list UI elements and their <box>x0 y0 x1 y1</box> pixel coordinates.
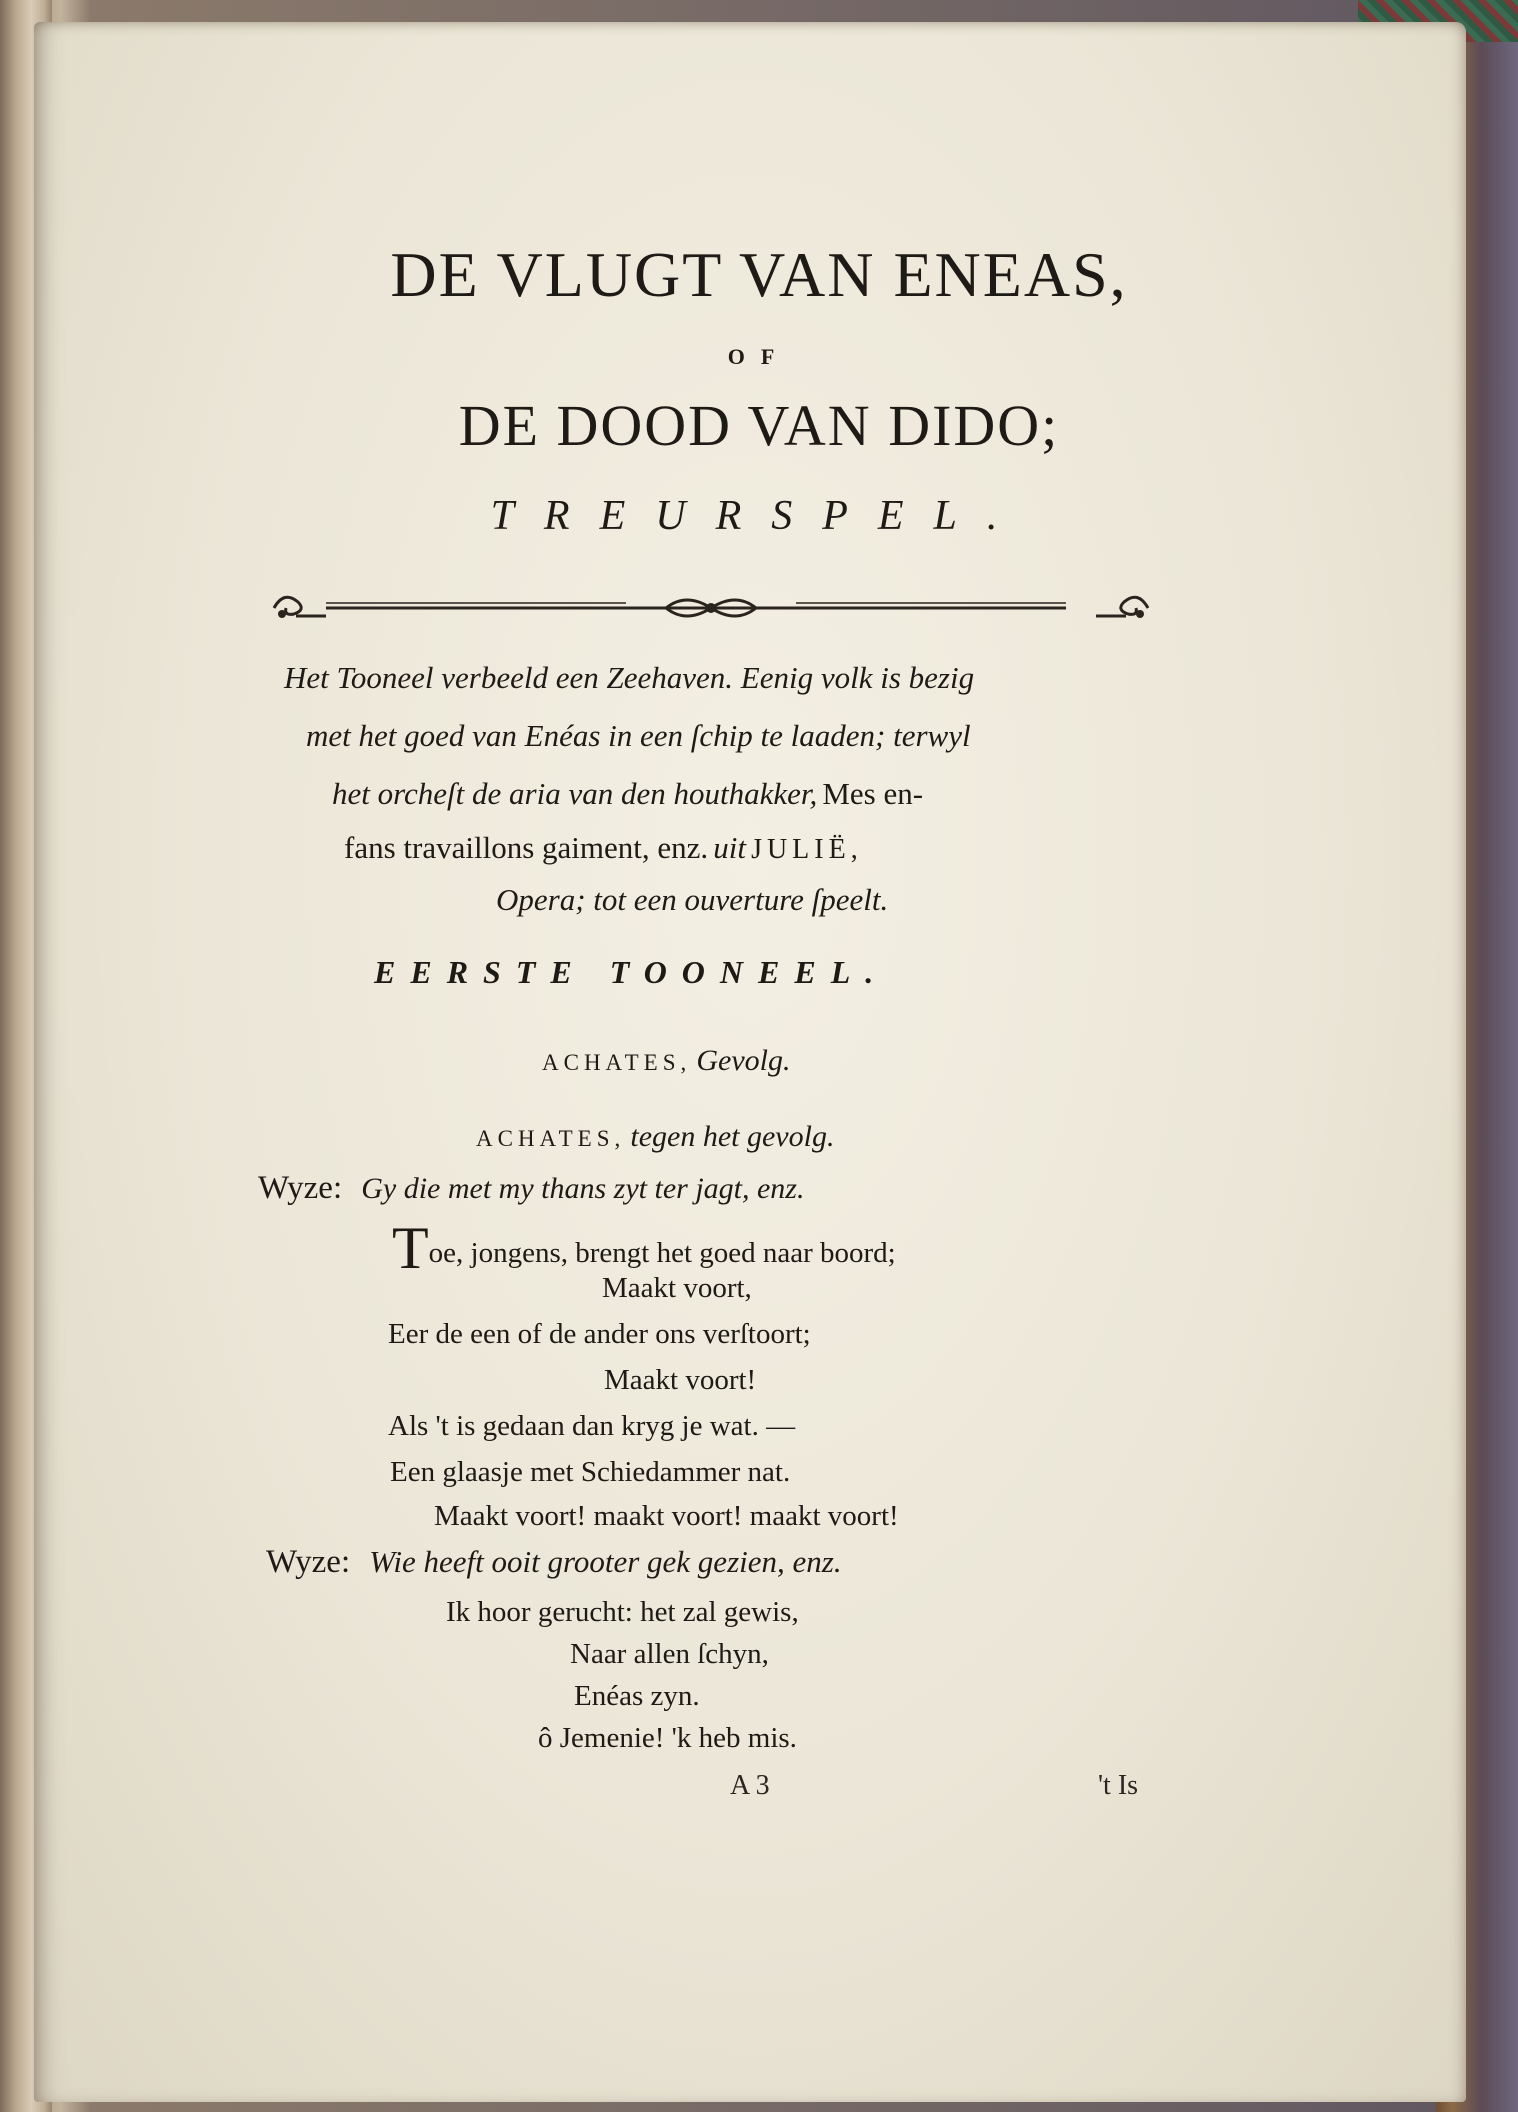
stage-direction-line: het orcheſt de aria van den houthakker, <box>332 776 818 811</box>
tune-label: Wyze: <box>258 1170 343 1206</box>
verse-line: Maakt voort, <box>602 1272 752 1304</box>
tune-title: Gy die met my thans zyt ter jagt, enz. <box>361 1172 805 1205</box>
verse-line: Een glaasje met Schiedammer nat. <box>390 1456 791 1488</box>
song-title-fragment: Mes en- <box>822 776 924 811</box>
catchword: 't Is <box>1098 1770 1139 1801</box>
verse-line: Ik hoor gerucht: het zal gewis, <box>446 1596 799 1628</box>
stage-direction-line: Opera; tot een ouverture ſpeelt. <box>496 882 889 917</box>
verse-line: Als 't is gedaan dan kryg je wat. — <box>388 1410 796 1442</box>
scene-heading: EERSTE TOONEEL. <box>374 954 889 990</box>
verse-line: Maakt voort! <box>604 1364 757 1396</box>
verse-line: Enéas zyn. <box>574 1680 700 1712</box>
speaker-direction: tegen het gevolg. <box>630 1120 835 1153</box>
book-subtitle: DE DOOD VAN DIDO; <box>458 393 1060 458</box>
opera-name: JULIË, <box>751 834 863 865</box>
stage-direction-line: Het Tooneel verbeeld een Zeehaven. Eenig volk is bezig <box>284 660 975 695</box>
tune-label: Wyze: <box>266 1544 351 1580</box>
ornamental-rule <box>266 586 1156 630</box>
tune-title: Wie heeft ooit grooter gek gezien, enz. <box>369 1544 842 1579</box>
verse-line: Eer de een of de ander ons verſtoort; <box>388 1318 811 1350</box>
title-connector: OF <box>727 344 791 369</box>
verse-line: ô Jemenie! 'k heb mis. <box>538 1722 797 1754</box>
stage-direction-word: uit <box>713 830 746 865</box>
verse-line: Naar allen ſchyn, <box>570 1638 769 1670</box>
verse-line: Maakt voort! maakt voort! maakt voort! <box>434 1500 899 1532</box>
page-signature: A 3 <box>730 1770 770 1801</box>
cast-rest: Gevolg. <box>696 1044 791 1077</box>
book-genre: TREURSPEL. <box>490 493 1028 539</box>
drop-capital: T <box>392 1215 429 1281</box>
stage-direction-line: met het goed van Enéas in een ſchip te laaden; terwyl <box>306 718 971 753</box>
cast-name: ACHATES, <box>542 1050 692 1075</box>
verse-first-line: Toe, jongens, brengt het goed naar boord; <box>392 1215 896 1281</box>
speaker-name: ACHATES, <box>476 1126 626 1151</box>
book-title: DE VLUGT VAN ENEAS, <box>390 239 1128 310</box>
stage-direction-line: fans travaillons gaiment, enz. <box>344 830 709 865</box>
